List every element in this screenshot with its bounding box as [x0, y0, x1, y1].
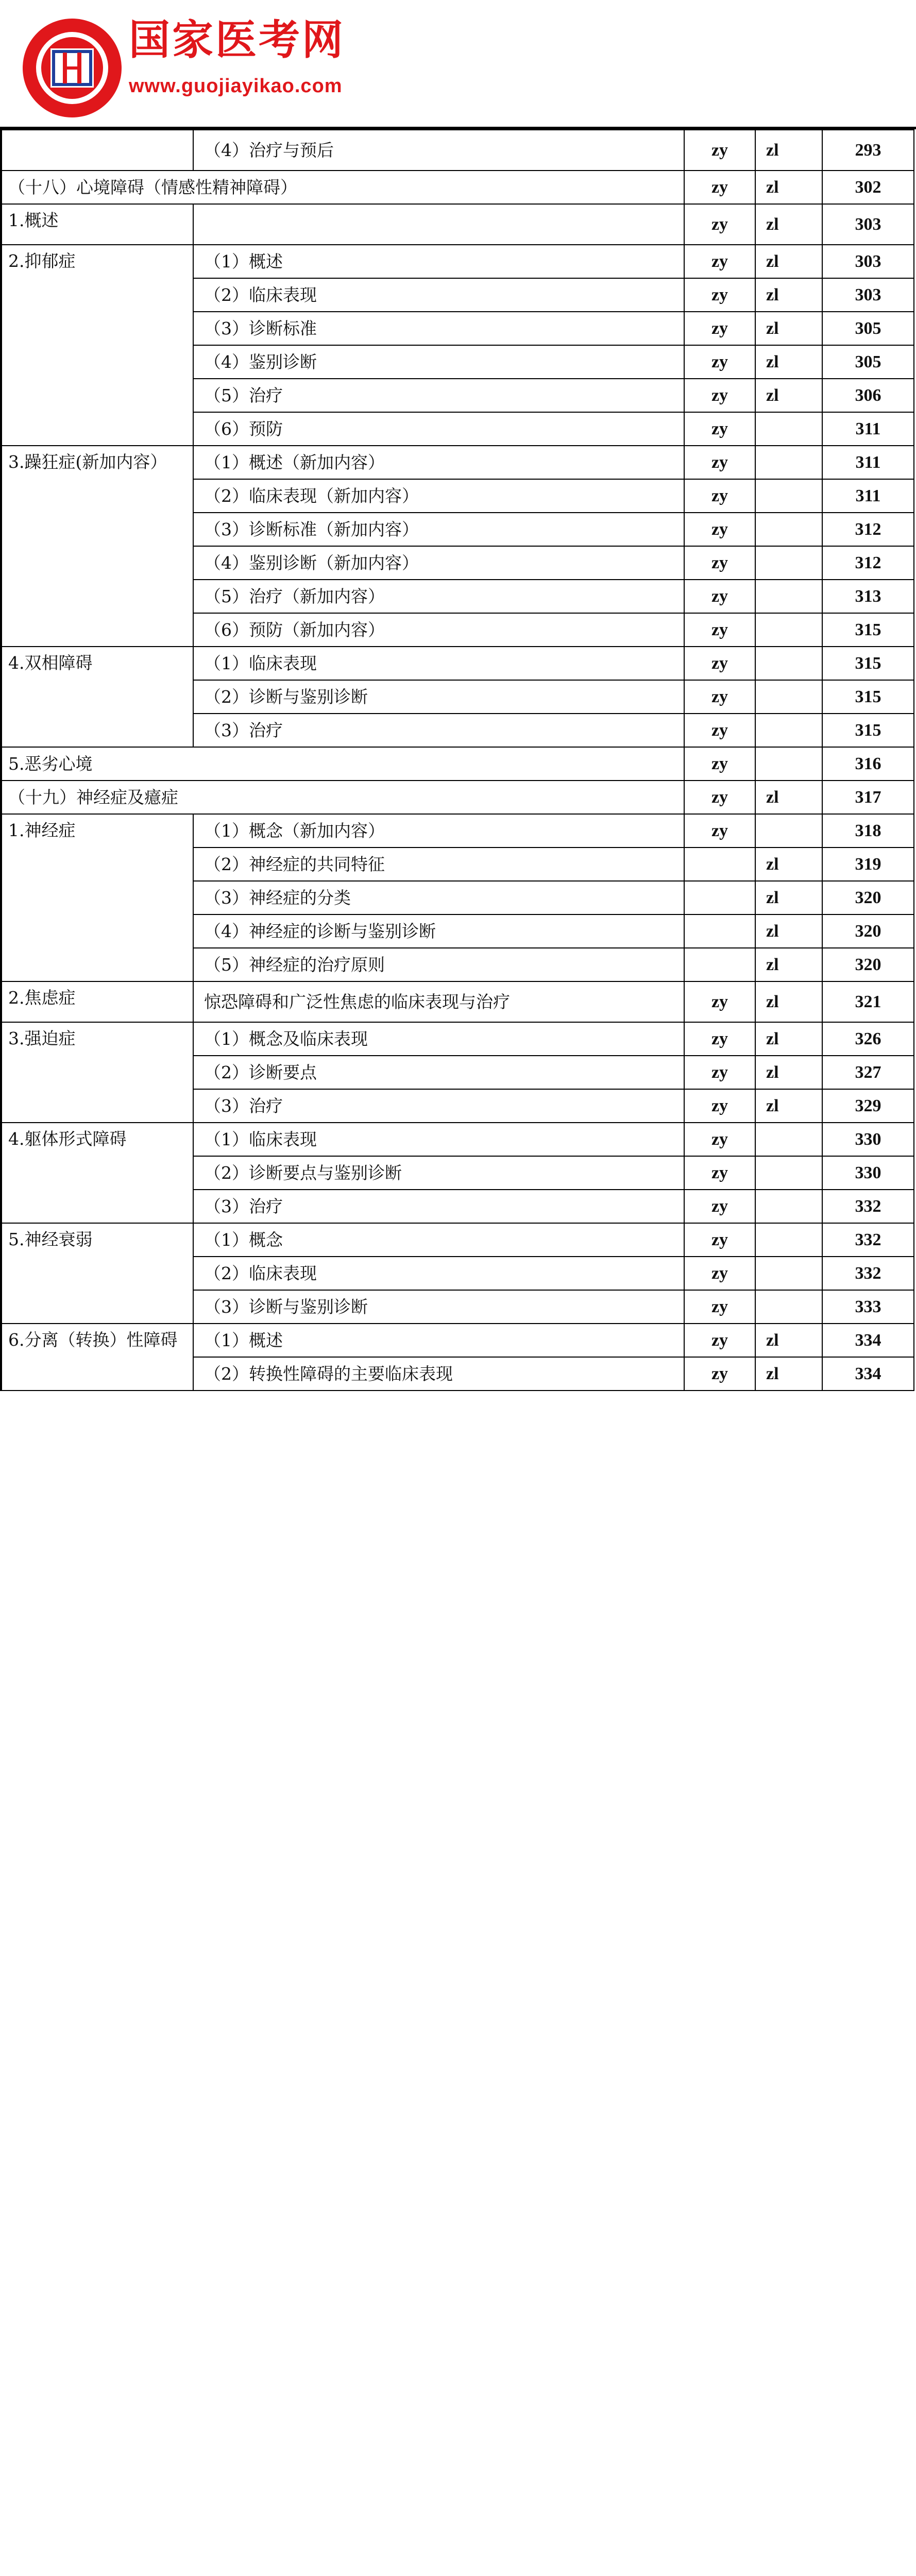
- zy-marker-cell: [684, 848, 755, 881]
- zy-marker-cell: zy: [684, 613, 755, 647]
- page-number-cell: 315: [822, 714, 914, 747]
- zy-marker-cell: zy: [684, 1089, 755, 1123]
- page-number-cell: 332: [822, 1257, 914, 1290]
- page-number-cell: 326: [822, 1022, 914, 1056]
- zy-marker-cell: zy: [684, 446, 755, 479]
- zl-marker-cell: [755, 1223, 822, 1257]
- table-row: [1, 814, 914, 848]
- page-number-cell: 334: [822, 1324, 914, 1357]
- section-heading-cell: （十八）心境障碍（情感性精神障碍）: [1, 171, 684, 204]
- zy-marker-cell: zy: [684, 1190, 755, 1223]
- page-number-cell: 316: [822, 747, 914, 781]
- page-number-cell: 320: [822, 914, 914, 948]
- zy-marker-cell: zy: [684, 412, 755, 446]
- zl-marker-cell: zl: [755, 1357, 822, 1391]
- page-number-cell: 306: [822, 379, 914, 412]
- zl-marker-cell: zl: [755, 130, 822, 171]
- page-number-cell: 334: [822, 1357, 914, 1391]
- zy-marker-cell: zy: [684, 312, 755, 345]
- zl-marker-cell: zl: [755, 1324, 822, 1357]
- zl-marker-cell: [755, 479, 822, 513]
- subtopic-cell: （2）诊断要点与鉴别诊断: [193, 1156, 684, 1190]
- zl-marker-cell: [755, 1190, 822, 1223]
- subtopic-cell: （3）诊断与鉴别诊断: [193, 1290, 684, 1324]
- table-row: [1, 204, 914, 245]
- subtopic-cell: （6）预防（新加内容）: [193, 613, 684, 647]
- topic-cell: 2.抑郁症: [1, 245, 193, 446]
- zy-marker-cell: zy: [684, 345, 755, 379]
- zy-marker-cell: zy: [684, 680, 755, 714]
- zl-marker-cell: [755, 580, 822, 613]
- page-number-cell: 311: [822, 412, 914, 446]
- table-row: [1, 781, 914, 814]
- page-number-cell: 311: [822, 479, 914, 513]
- page-number-cell: 303: [822, 278, 914, 312]
- table-row: [1, 1223, 914, 1257]
- page-number-cell: 305: [822, 312, 914, 345]
- subtopic-cell: （1）概念: [193, 1223, 684, 1257]
- zl-marker-cell: zl: [755, 981, 822, 1022]
- zl-marker-cell: zl: [755, 914, 822, 948]
- zy-marker-cell: zy: [684, 1324, 755, 1357]
- zy-marker-cell: zy: [684, 1357, 755, 1391]
- subtopic-cell: （1）概念及临床表现: [193, 1022, 684, 1056]
- topic-cell: 4.双相障碍: [1, 647, 193, 747]
- subtopic-cell: （2）诊断要点: [193, 1056, 684, 1089]
- table-row: [1, 1324, 914, 1357]
- zy-marker-cell: [684, 948, 755, 981]
- section-heading-cell: （十九）神经症及癔症: [1, 781, 684, 814]
- page-number-cell: 318: [822, 814, 914, 848]
- topic-cell: 3.躁狂症(新加内容）: [1, 446, 193, 647]
- zy-marker-cell: zy: [684, 1257, 755, 1290]
- page-number-cell: 321: [822, 981, 914, 1022]
- zy-marker-cell: zy: [684, 981, 755, 1022]
- zy-marker-cell: zy: [684, 1022, 755, 1056]
- subtopic-cell: （1）临床表现: [193, 647, 684, 680]
- page-number-cell: 332: [822, 1190, 914, 1223]
- zl-marker-cell: [755, 814, 822, 848]
- topic-cell: 1.概述: [1, 204, 193, 245]
- page-number-cell: 293: [822, 130, 914, 171]
- zl-marker-cell: zl: [755, 171, 822, 204]
- zy-marker-cell: zy: [684, 171, 755, 204]
- site-logo-emblem: [21, 16, 124, 120]
- page-number-cell: 303: [822, 245, 914, 278]
- page-number-cell: 320: [822, 881, 914, 914]
- zl-marker-cell: zl: [755, 1089, 822, 1123]
- subtopic-cell: （1）概述: [193, 1324, 684, 1357]
- zl-marker-cell: [755, 680, 822, 714]
- subtopic-cell: （2）临床表现: [193, 278, 684, 312]
- zl-marker-cell: zl: [755, 848, 822, 881]
- zl-marker-cell: zl: [755, 881, 822, 914]
- subtopic-cell: [193, 204, 684, 245]
- subtopic-cell: （5）神经症的治疗原则: [193, 948, 684, 981]
- zl-marker-cell: zl: [755, 312, 822, 345]
- zl-marker-cell: [755, 446, 822, 479]
- section-heading-cell: 5.恶劣心境: [1, 747, 684, 781]
- topic-cell: 6.分离（转换）性障碍: [1, 1324, 193, 1391]
- page-number-cell: 305: [822, 345, 914, 379]
- topic-cell: 3.强迫症: [1, 1022, 193, 1123]
- topic-cell: 2.焦虑症: [1, 981, 193, 1022]
- table-row: [1, 647, 914, 680]
- zl-marker-cell: [755, 1156, 822, 1190]
- zl-marker-cell: [755, 1123, 822, 1156]
- zl-marker-cell: [755, 714, 822, 747]
- topic-cell: [1, 130, 193, 171]
- page-number-cell: 327: [822, 1056, 914, 1089]
- zl-marker-cell: [755, 613, 822, 647]
- page-number-cell: 313: [822, 580, 914, 613]
- subtopic-cell: （6）预防: [193, 412, 684, 446]
- zl-marker-cell: [755, 1290, 822, 1324]
- subtopic-cell: （1）概述（新加内容）: [193, 446, 684, 479]
- page-number-cell: 312: [822, 546, 914, 580]
- zy-marker-cell: zy: [684, 204, 755, 245]
- page-number-cell: 315: [822, 647, 914, 680]
- syllabus-table: [0, 129, 914, 1391]
- page-number-cell: 303: [822, 204, 914, 245]
- zl-marker-cell: zl: [755, 278, 822, 312]
- subtopic-cell: （3）诊断标准: [193, 312, 684, 345]
- zy-marker-cell: zy: [684, 1156, 755, 1190]
- page-number-cell: 315: [822, 680, 914, 714]
- table-row: [1, 981, 914, 1022]
- subtopic-cell: （3）治疗: [193, 714, 684, 747]
- subtopic-cell: （3）神经症的分类: [193, 881, 684, 914]
- page-number-cell: 332: [822, 1223, 914, 1257]
- subtopic-cell: 惊恐障碍和广泛性焦虑的临床表现与治疗: [193, 981, 684, 1022]
- zy-marker-cell: [684, 881, 755, 914]
- zy-marker-cell: zy: [684, 580, 755, 613]
- zy-marker-cell: zy: [684, 781, 755, 814]
- zy-marker-cell: [684, 914, 755, 948]
- page-number-cell: 329: [822, 1089, 914, 1123]
- zl-marker-cell: zl: [755, 345, 822, 379]
- zy-marker-cell: zy: [684, 245, 755, 278]
- zl-marker-cell: [755, 546, 822, 580]
- page-header: [0, 0, 916, 128]
- subtopic-cell: （2）转换性障碍的主要临床表现: [193, 1357, 684, 1391]
- table-row: [1, 130, 914, 171]
- subtopic-cell: （1）概述: [193, 245, 684, 278]
- page-footer: [0, 1406, 916, 1619]
- zy-marker-cell: zy: [684, 1223, 755, 1257]
- table-row: [1, 446, 914, 479]
- subtopic-cell: （3）治疗: [193, 1190, 684, 1223]
- subtopic-cell: （2）临床表现（新加内容）: [193, 479, 684, 513]
- zy-marker-cell: zy: [684, 1056, 755, 1089]
- zl-marker-cell: [755, 747, 822, 781]
- subtopic-cell: （1）概念（新加内容）: [193, 814, 684, 848]
- subtopic-cell: （3）治疗: [193, 1089, 684, 1123]
- zl-marker-cell: zl: [755, 245, 822, 278]
- zy-marker-cell: zy: [684, 1290, 755, 1324]
- subtopic-cell: （5）治疗（新加内容）: [193, 580, 684, 613]
- zl-marker-cell: zl: [755, 1056, 822, 1089]
- table-row: [1, 245, 914, 278]
- zl-marker-cell: zl: [755, 1022, 822, 1056]
- zl-marker-cell: zl: [755, 204, 822, 245]
- page-number-cell: 330: [822, 1156, 914, 1190]
- subtopic-cell: （2）神经症的共同特征: [193, 848, 684, 881]
- table-row: [1, 1123, 914, 1156]
- page-number-cell: 312: [822, 513, 914, 546]
- page-number-cell: 330: [822, 1123, 914, 1156]
- topic-cell: 5.神经衰弱: [1, 1223, 193, 1324]
- zy-marker-cell: zy: [684, 647, 755, 680]
- page-number-cell: 317: [822, 781, 914, 814]
- zl-marker-cell: [755, 1257, 822, 1290]
- subtopic-cell: （4）神经症的诊断与鉴别诊断: [193, 914, 684, 948]
- subtopic-cell: （4）鉴别诊断（新加内容）: [193, 546, 684, 580]
- subtopic-cell: （4）治疗与预后: [193, 130, 684, 171]
- subtopic-cell: （4）鉴别诊断: [193, 345, 684, 379]
- zy-marker-cell: zy: [684, 814, 755, 848]
- subtopic-cell: （2）临床表现: [193, 1257, 684, 1290]
- page-number-cell: 333: [822, 1290, 914, 1324]
- zy-marker-cell: zy: [684, 1123, 755, 1156]
- subtopic-cell: （3）诊断标准（新加内容）: [193, 513, 684, 546]
- zy-marker-cell: zy: [684, 714, 755, 747]
- brand-url[interactable]: www.guojiayikao.com: [129, 75, 343, 97]
- zl-marker-cell: zl: [755, 781, 822, 814]
- subtopic-cell: （2）诊断与鉴别诊断: [193, 680, 684, 714]
- zy-marker-cell: zy: [684, 546, 755, 580]
- zl-marker-cell: zl: [755, 379, 822, 412]
- subtopic-cell: （5）治疗: [193, 379, 684, 412]
- table-row: [1, 171, 914, 204]
- zy-marker-cell: zy: [684, 513, 755, 546]
- subtopic-cell: （1）临床表现: [193, 1123, 684, 1156]
- zl-marker-cell: zl: [755, 948, 822, 981]
- page-number-cell: 302: [822, 171, 914, 204]
- zl-marker-cell: [755, 513, 822, 546]
- zl-marker-cell: [755, 412, 822, 446]
- page-number-cell: 320: [822, 948, 914, 981]
- page-number-cell: 315: [822, 613, 914, 647]
- table-row: [1, 1022, 914, 1056]
- zy-marker-cell: zy: [684, 379, 755, 412]
- table-row: [1, 747, 914, 781]
- zl-marker-cell: [755, 647, 822, 680]
- zy-marker-cell: zy: [684, 479, 755, 513]
- zy-marker-cell: zy: [684, 130, 755, 171]
- zy-marker-cell: zy: [684, 747, 755, 781]
- topic-cell: 1.神经症: [1, 814, 193, 981]
- topic-cell: 4.躯体形式障碍: [1, 1123, 193, 1223]
- zy-marker-cell: zy: [684, 278, 755, 312]
- page-number-cell: 311: [822, 446, 914, 479]
- page-number-cell: 319: [822, 848, 914, 881]
- brand-title: 国家医考网: [129, 16, 345, 64]
